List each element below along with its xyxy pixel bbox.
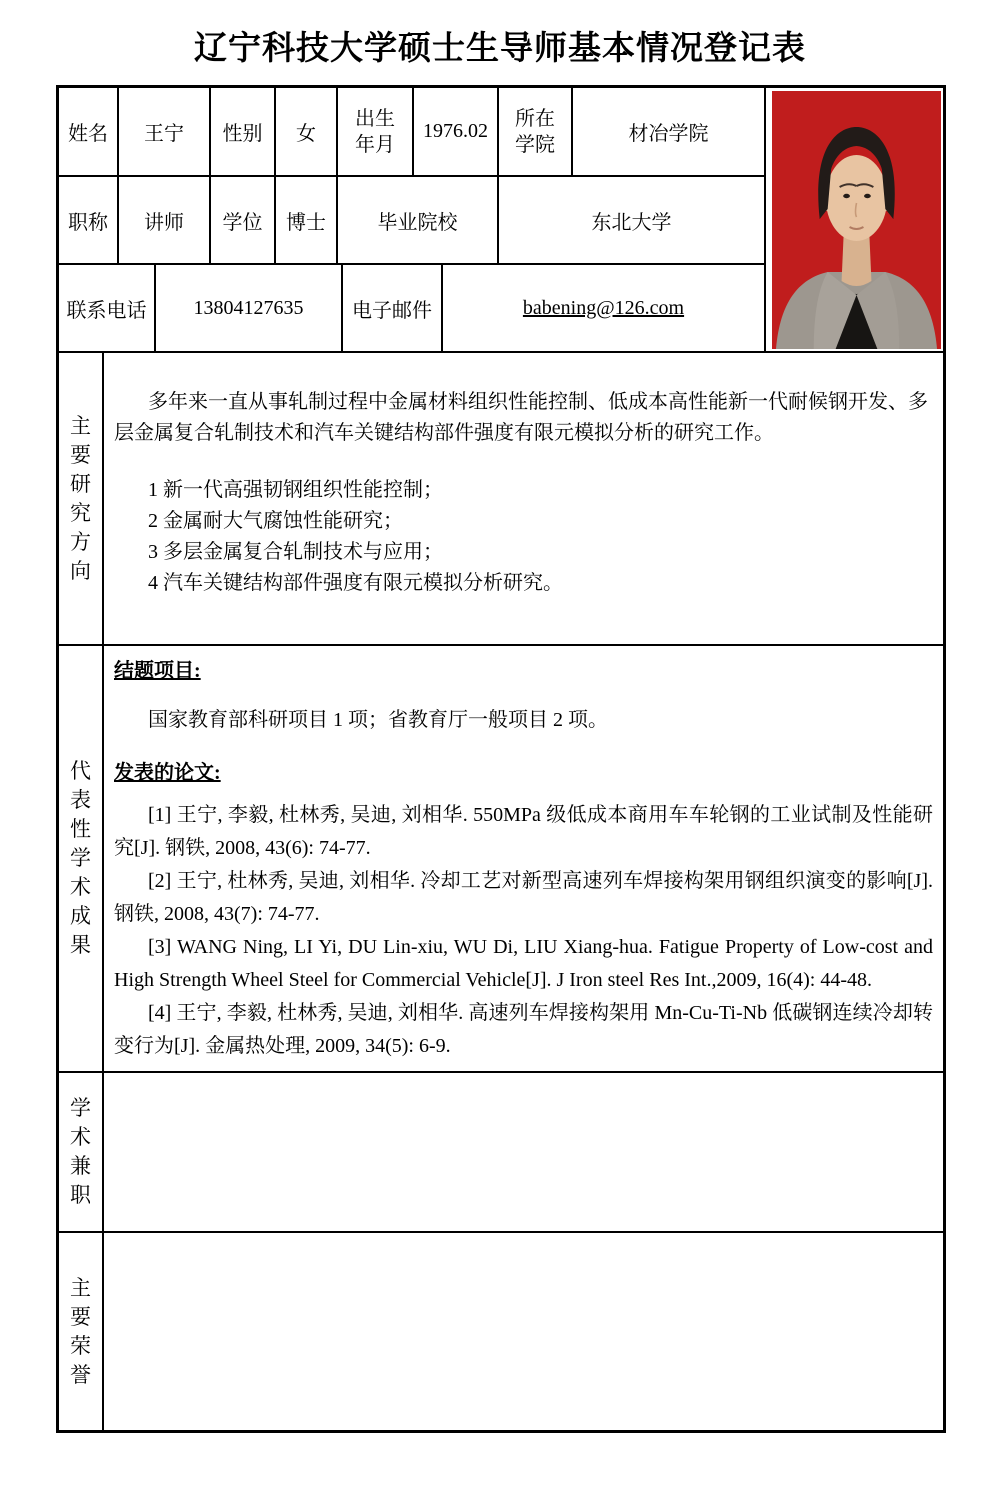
phone-label: 联系电话: [59, 265, 156, 353]
name-value: 王宁: [119, 88, 211, 177]
header-block: [59, 88, 943, 353]
honors-section-label-cell: [59, 1233, 104, 1430]
email-value: [443, 265, 766, 353]
honors-section-label: 主要荣誉: [70, 1275, 91, 1387]
gender-value: 女: [276, 88, 338, 177]
registration-form-table: [56, 85, 946, 1433]
section-main-honors: [59, 1233, 943, 1430]
section-academic-achievements: [59, 646, 943, 1073]
part-time-section-body: [104, 1073, 943, 1231]
birth-value: 1976.02: [414, 88, 499, 177]
table-row: [59, 177, 766, 265]
phone-value: 13804127635: [156, 265, 343, 353]
achievements-section-label: 代表性学术成果: [70, 759, 91, 957]
research-section-label: 主要研究方向: [70, 413, 91, 583]
table-row: [59, 88, 766, 177]
list-item: 3 多层金属复合轧制技术与应用；: [148, 541, 443, 563]
list-item: 1 新一代高强韧钢组织性能控制；: [148, 479, 443, 501]
portrait-photo-cell: [766, 88, 943, 353]
professional-title-label: 职称: [59, 177, 119, 265]
degree-label: 学位: [211, 177, 276, 265]
research-section-label-cell: [59, 353, 104, 644]
email-text: babening@126.com: [522, 296, 685, 319]
research-direction-list: [114, 475, 933, 599]
published-papers-heading: 发表的论文:: [114, 762, 221, 784]
part-time-section-label: 学术兼职: [70, 1096, 91, 1207]
research-section-body: [104, 353, 943, 644]
birth-label-text: 出生年月: [355, 107, 395, 156]
college-label-text: 所在学院: [515, 107, 555, 156]
paper-item: [4] 王宁, 李毅, 杜林秀, 吴迪, 刘相华. 高速列车焊接构架用 Mn-Cu-Ti-Nb 低碳钢连续冷却转变行为[J]. 金属热处理, 2009, 34(5): 6-9.: [114, 1002, 933, 1057]
section-research-directions: [59, 353, 943, 646]
birth-label: [338, 88, 414, 177]
header-left-block: [59, 88, 766, 353]
gender-label: 性别: [211, 88, 276, 177]
email-label: 电子邮件: [343, 265, 443, 353]
name-label: 姓名: [59, 88, 119, 177]
form-title: 辽宁科技大学硕士生导师基本情况登记表: [194, 31, 806, 67]
college-label: [499, 88, 573, 177]
degree-value: 博士: [276, 177, 338, 265]
table-row: [59, 265, 766, 353]
list-item: 4 汽车关键结构部件强度有限元模拟分析研究。: [148, 572, 563, 594]
graduate-school-label: 毕业院校: [338, 177, 499, 265]
college-value: 材冶学院: [573, 88, 766, 177]
paper-item: [2] 王宁, 杜林秀, 吴迪, 刘相华. 冷却工艺对新型高速列车焊接构架用钢组织演变的影响[J]. 钢铁, 2008, 43(7): 74-77.: [114, 870, 933, 925]
paper-item: [1] 王宁, 李毅, 杜林秀, 吴迪, 刘相华. 550MPa 级低成本商用车车轮钢的工业试制及性能研究[J]. 钢铁, 2008, 43(6): 74-77.: [114, 804, 933, 859]
honors-section-body: [104, 1233, 943, 1430]
portrait-photo: [772, 91, 941, 349]
paper-list: [114, 799, 933, 1063]
research-intro-paragraph: 多年来一直从事轧制过程中金属材料组织性能控制、低成本高性能新一代耐候钢开发、多层金属复合轧制技术和汽车关键结构部件强度有限元模拟分析的研究工作。: [114, 391, 928, 444]
section-academic-part-time: [59, 1073, 943, 1233]
part-time-section-label-cell: [59, 1073, 104, 1231]
graduate-school-value: 东北大学: [499, 177, 766, 265]
paper-item: [3] WANG Ning, LI Yi, DU Lin-xiu, WU Di, LIU Xiang-hua. Fatigue Property of Low-cost and High Strength Wheel Steel for Commercial Vehicle[J]. J Iron steel Res Int.,2009, 16(4): 44-48.: [114, 936, 933, 991]
professional-title-value: 讲师: [119, 177, 211, 265]
completed-projects-heading: 结题项目:: [114, 660, 201, 682]
achievements-section-body: [104, 646, 943, 1071]
list-item: 2 金属耐大气腐蚀性能研究；: [148, 510, 403, 532]
achievements-section-label-cell: [59, 646, 104, 1071]
completed-projects-text: 国家教育部科研项目 1 项；省教育厅一般项目 2 项。: [148, 709, 608, 731]
